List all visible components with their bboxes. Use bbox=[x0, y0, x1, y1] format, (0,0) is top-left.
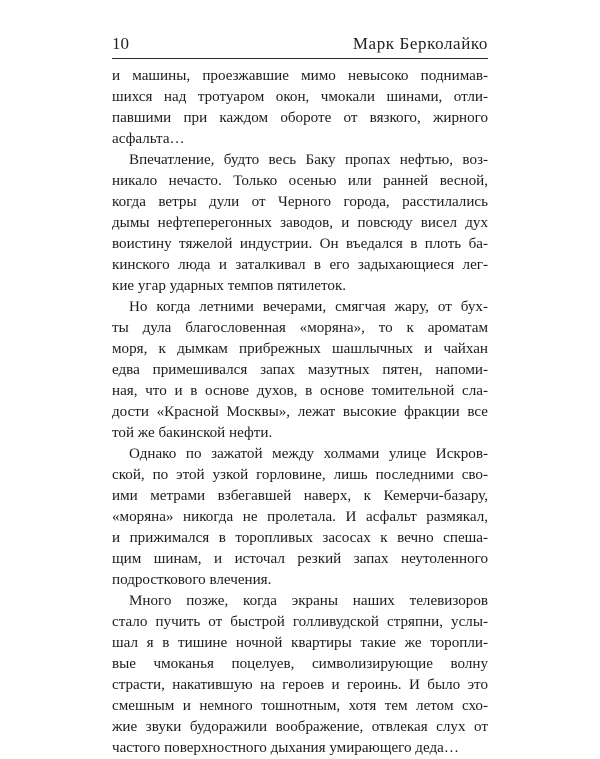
text-line: и машины, проезжавшие мимо невысоко поднимав- bbox=[112, 68, 488, 84]
text-line: дости «Красной Москвы», лежат высокие фракции все bbox=[112, 404, 488, 420]
text-line: ная, что и в основе духов, в основе томительной сла- bbox=[112, 383, 488, 399]
text-line: подросткового влечения. bbox=[112, 572, 272, 588]
text-line: ими метрами взбегавшей наверх, к Кемерчи-базару, bbox=[112, 488, 488, 504]
text-line: смешным и немного тошнотным, хотя тем летом схо- bbox=[112, 698, 488, 714]
running-head-author: Марк Берколайко bbox=[352, 34, 488, 53]
text-line: щим шинам, и источал резкий запах неутоленного bbox=[112, 551, 488, 567]
text-line: ты дула благословенная «моряна», то к ароматам bbox=[112, 320, 488, 336]
paragraph bbox=[112, 444, 488, 591]
paragraph bbox=[112, 150, 488, 297]
text-line: Много позже, когда экраны наших телевизоров bbox=[129, 593, 488, 609]
text-line: страсти, накатившую на героев и героинь. И было это bbox=[112, 677, 488, 693]
text-line: частого поверхностного дыхания умирающего деда… bbox=[112, 740, 459, 756]
text-line: Впечатление, будто весь Баку пропах нефтью, воз- bbox=[129, 152, 488, 168]
text-line: едва примешивался запах мазутных пятен, напоми- bbox=[112, 362, 488, 378]
text-line: вые чмоканья поцелуев, символизирующие волну bbox=[112, 656, 488, 672]
text-line: жие звуки будоражили воображение, отвлекая слух от bbox=[112, 719, 488, 735]
text-line: стало пучить от быстрой голливудской стряпни, услы- bbox=[112, 614, 488, 630]
page-header bbox=[112, 30, 488, 59]
text-line: ской, по этой узкой горловине, лишь последними сво- bbox=[112, 467, 488, 483]
text-line: павшими при каждом обороте от вязкого, жирного bbox=[112, 110, 488, 126]
text-line: шал я в тишине ночной квартиры такие же торопли- bbox=[112, 635, 488, 651]
text-line: кие угар ударных темпов пятилеток. bbox=[112, 278, 347, 294]
text-line: «моряна» никогда не пролетала. И асфальт размякал, bbox=[112, 509, 488, 525]
text-line: Однако по зажатой между холмами улице Искров- bbox=[129, 446, 488, 462]
body-text bbox=[112, 66, 488, 759]
text-line: и прижимался в торопливых засосах к вечно спеша- bbox=[112, 530, 488, 546]
text-line: моря, к дымкам прибрежных шашлычных и чайхан bbox=[112, 341, 488, 357]
paragraph bbox=[112, 66, 488, 150]
text-line: асфальта… bbox=[112, 131, 185, 147]
page-number: 10 bbox=[112, 34, 129, 53]
text-line: той же бакинской нефти. bbox=[112, 425, 273, 441]
text-line: шихся над тротуаром окон, чмокали шинами, отли- bbox=[112, 89, 488, 105]
text-line: Но когда летними вечерами, смягчая жару, от бух- bbox=[129, 299, 488, 315]
text-line: никало нечасто. Только осенью или ранней весной, bbox=[112, 173, 488, 189]
text-line: кинского люда и заталкивал в его задыхающиеся лег- bbox=[112, 257, 488, 273]
text-line: когда ветры дули от Черного города, расстилались bbox=[112, 194, 488, 210]
text-line: воистину тяжелой индустрии. Он въедался в плоть ба- bbox=[112, 236, 488, 252]
paragraph bbox=[112, 591, 488, 759]
paragraph bbox=[112, 297, 488, 444]
text-line: дымы нефтеперегонных заводов, и повсюду висел дух bbox=[112, 215, 488, 231]
